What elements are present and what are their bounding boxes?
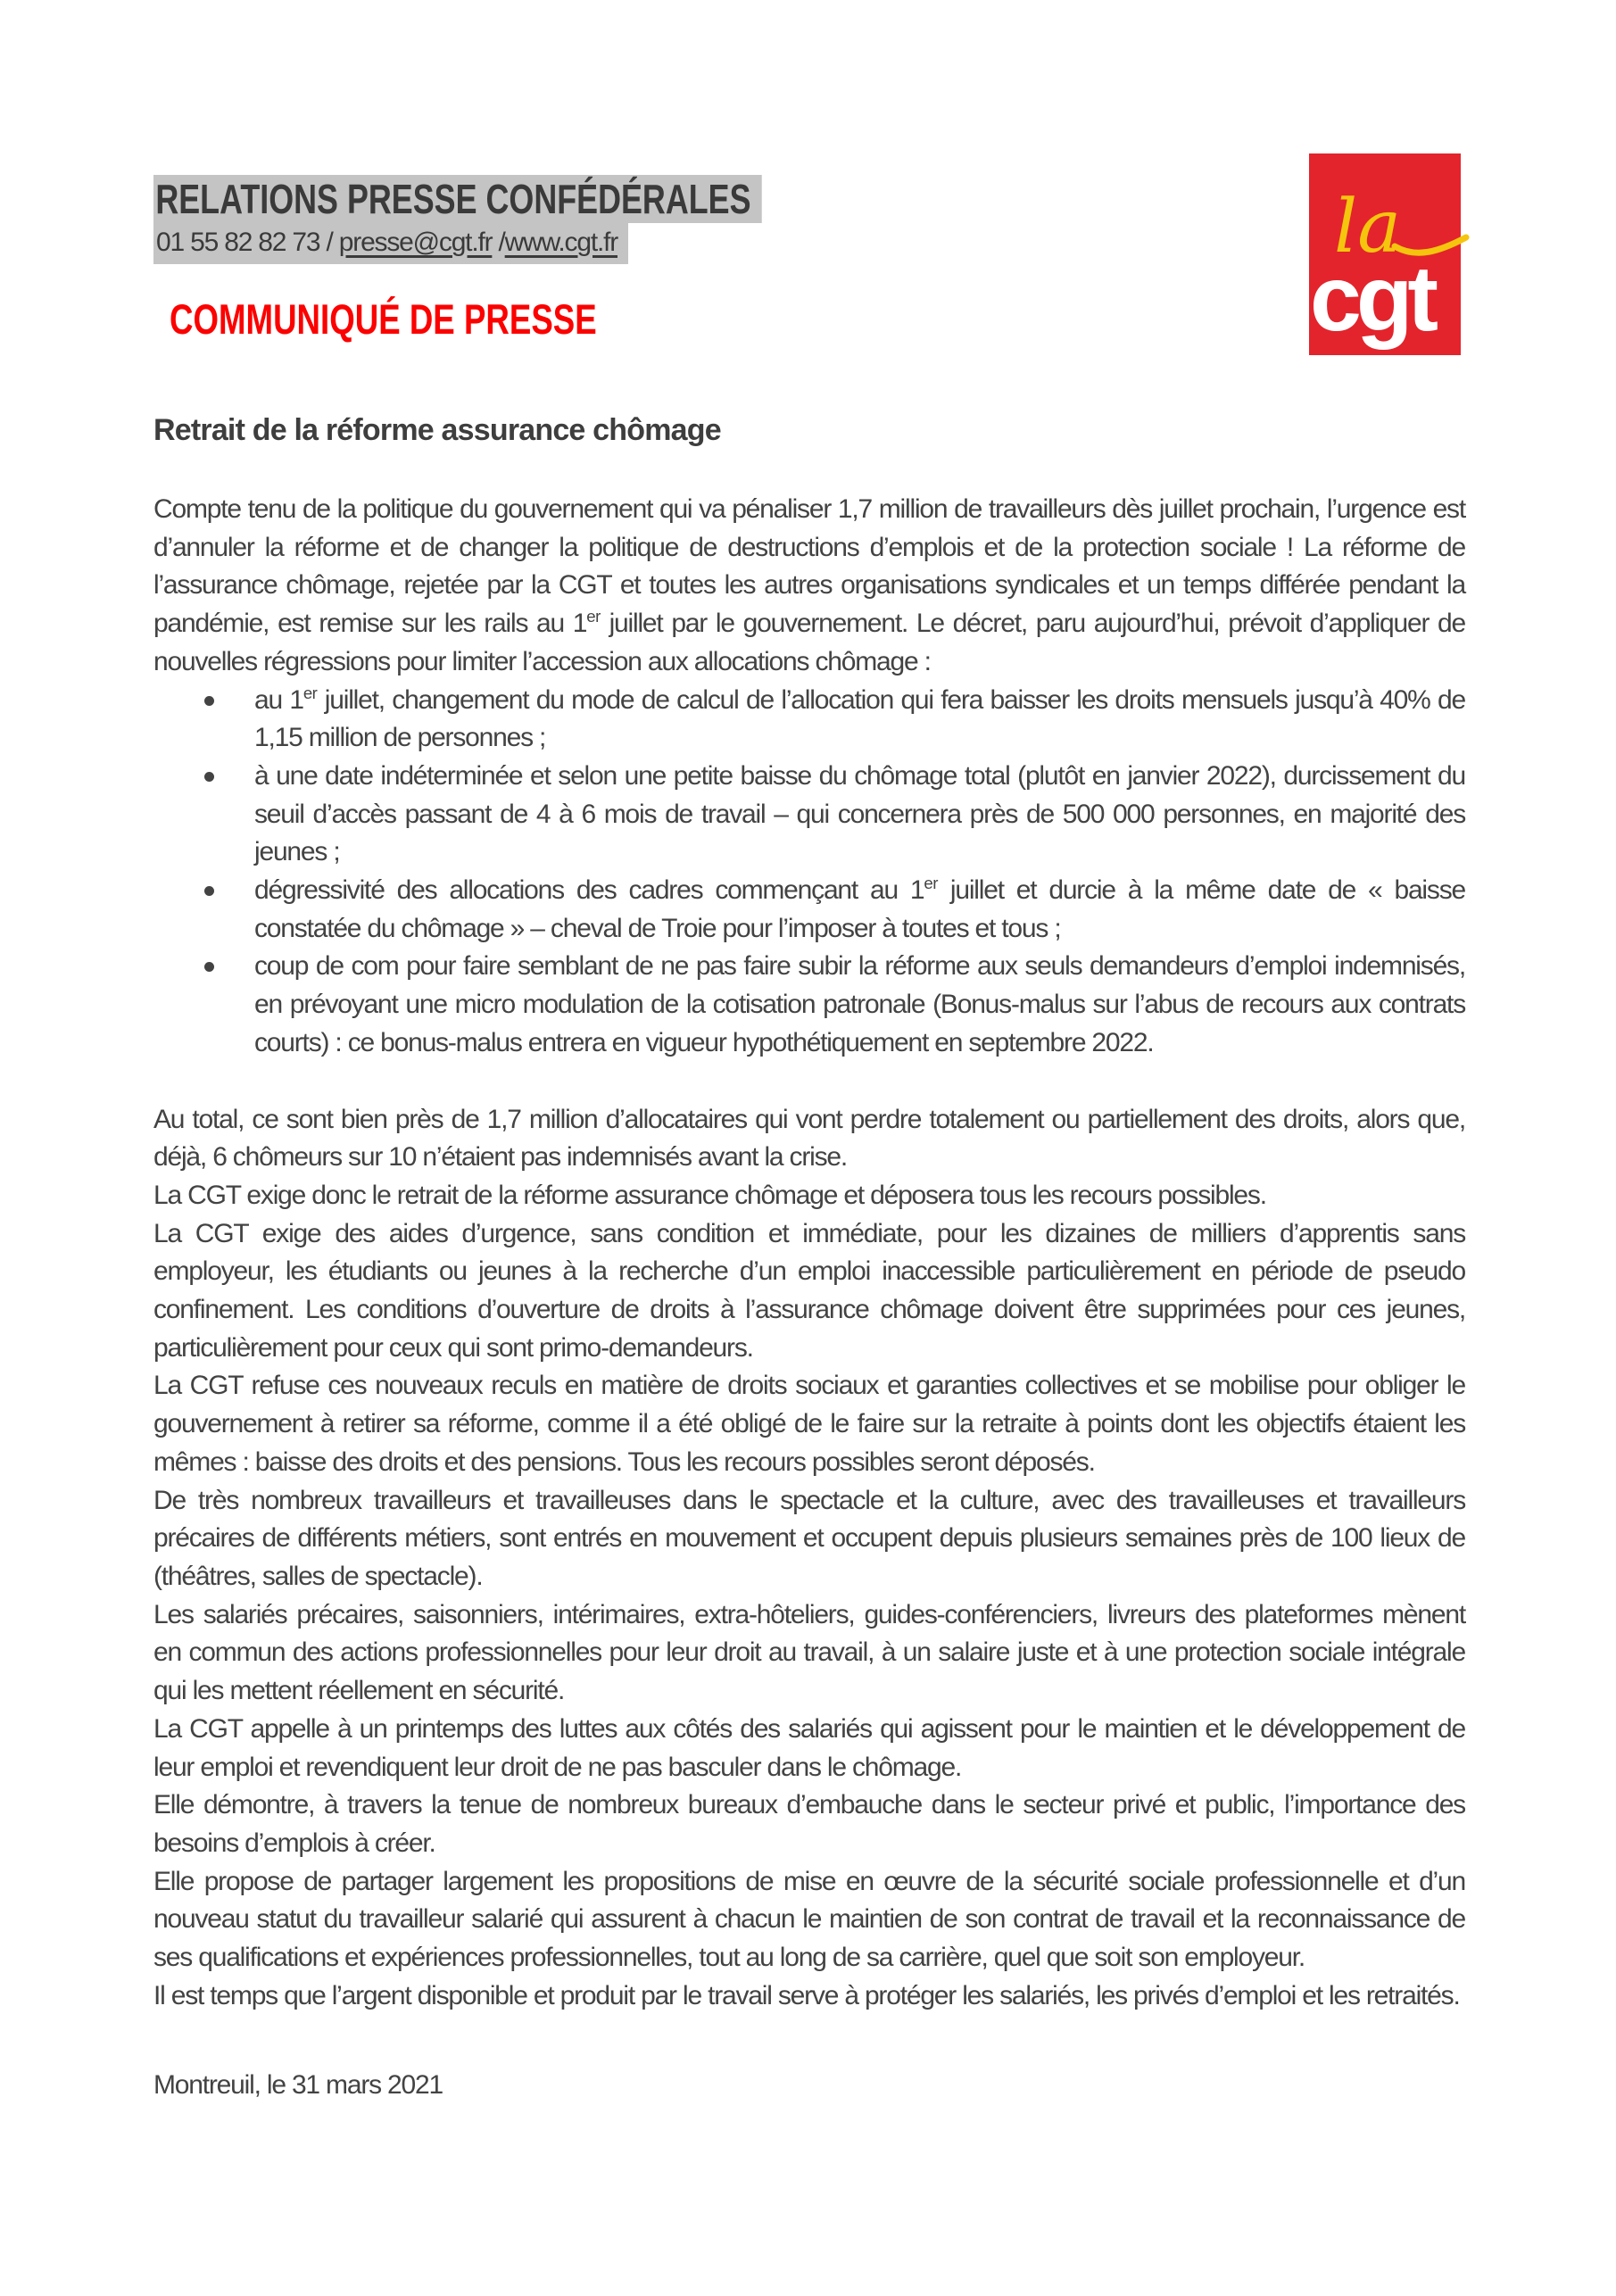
text-run: Il est temps que l’argent disponible et produit par le travail serve à protéger les salariés, les privés d’emploi et les retraités. (153, 1980, 1460, 2010)
text-run: La CGT exige donc le retrait de la réforme assurance chômage et déposera tous les recours possibles. (153, 1180, 1266, 1210)
body-paragraph (153, 1863, 1465, 1977)
bullet-item (254, 682, 1465, 758)
text-run: De très nombreux travailleurs et travailleuses dans le spectacle et la culture, avec des travailleuses et travailleurs précaires de différents métiers, sont entrés en mouvement et occupent depuis plusieurs semaines près de 100 lieux de (théâtres, salles de spectacle). (153, 1485, 1465, 1591)
body-paragraph (153, 1101, 1465, 1177)
bullet-item (254, 758, 1465, 872)
phone-number: 01 55 82 82 73 / (156, 228, 339, 257)
contact-line (153, 223, 628, 264)
header-title-row (153, 175, 1465, 223)
body-paragraph (153, 1977, 1465, 2016)
superscript: er (302, 683, 318, 702)
body-paragraph (153, 1177, 1465, 1215)
text-run: à une date indéterminée et selon une petite baisse du chômage total (plutôt en janvier 2022), durcissement du seuil d’accès passant de 4 à 6 mois de travail – qui concernera près de 500 000 personnes, en majorité des jeunes ; (254, 760, 1465, 867)
text-run: Compte tenu de la politique du gouvernement qui va pénaliser 1,7 million de travailleurs dès juillet prochain, l’urgence est d’annuler la réforme et de changer la politique de destructions d’emplois et de la protection sociale ! La réforme de l’assurance chômage, rejetée par la CGT et toutes les autres organisations syndicales et un temps différée pendant la pandémie, est remise sur les rails au 1 (153, 494, 1465, 639)
kicker-label: COMMUNIQUÉ DE PRESSE (170, 295, 597, 343)
text-run: dégressivité des allocations des cadres commençant au 1 (254, 875, 924, 906)
body-paragraph (153, 1215, 1465, 1368)
text-run: La CGT appelle à un printemps des luttes aux côtés des salariés qui agissent pour le maintien et le développement de leur emploi et revendiquent leur droit de ne pas basculer dans le chômage. (153, 1713, 1465, 1782)
logo-cgt-text: cgt (1310, 247, 1433, 351)
cgt-logo-graphic (1309, 153, 1470, 357)
email-link[interactable]: presse@cgt.fr (338, 228, 493, 257)
logo-la-text: la (1334, 185, 1402, 269)
text-run: La CGT exige des aides d’urgence, sans condition et immédiate, pour les dizaines de milliers d’apprentis sans employeur, les étudiants ou jeunes à la recherche d’un emploi inaccessible particulièrement en période de pseudo confinement. Les conditions d’ouverture de droits à l’assurance chômage doivent être supprimées pour ces jeunes, particulièrement pour ceux qui sont primo-demandeurs. (153, 1218, 1465, 1363)
header-title: RELATIONS PRESSE CONFÉDÉRALES (153, 175, 762, 223)
header-contact-row (153, 223, 1465, 264)
text-run: juillet par le gouvernement. Le décret, paru aujourd’hui, prévoit d’appliquer de nouvelles régressions pour limiter l’accession aux allocations chômage : (153, 609, 1465, 676)
body-paragraph (153, 1367, 1465, 1481)
cgt-logo (1309, 153, 1470, 357)
body-paragraph (153, 1786, 1465, 1862)
bullet-item (254, 948, 1465, 1062)
superscript: er (586, 607, 601, 626)
text-run: juillet et durcie à la même date de « baisse constatée du chômage » – cheval de Troie pour l’imposer à toutes et tous ; (254, 875, 1465, 943)
text-run: La CGT refuse ces nouveaux reculs en matière de droits sociaux et garanties collectives et se mobilise pour obliger le gouvernement à retirer sa réforme, comme il a été obligé de le faire sur la retraite à points dont les objectifs étaient les mêmes : baisse des droits et des pensions. Tous les recours possibles seront déposés. (153, 1371, 1465, 1477)
text-run: Les salariés précaires, saisonniers, intérimaires, extra-hôteliers, guides-conférenciers, livreurs des plateformes mènent en commun des actions professionnelles pour leur droit au travail, à un salaire juste et à une protection sociale intégrale qui les mettent réellement en sécurité. (153, 1599, 1465, 1706)
text-run: Elle propose de partager largement les propositions de mise en œuvre de la sécurité sociale professionnelle et d’un nouveau statut du travailleur salarié qui assurent à chacun le maintien de son contrat de travail et la reconnaissance de ses qualifications et expériences professionnelles, tout au long de sa carrière, quel que soit son employeur. (153, 1866, 1465, 1973)
bullet-item (254, 872, 1465, 948)
text-run: juillet, changement du mode de calcul de l’allocation qui fera baisser les droits mensuels jusqu’à 40% de 1,15 million de personnes ; (254, 684, 1465, 753)
website-link[interactable]: www.cgt.fr (504, 228, 618, 257)
body-paragraph (153, 1596, 1465, 1711)
text-run: Au total, ce sont bien près de 1,7 million d’allocataires qui vont perdre totalement ou partiellement des droits, alors que, déjà, 6 chômeurs sur 10 n’étaient pas indemnisés avant la crise. (153, 1104, 1465, 1173)
bullet-list (153, 682, 1465, 1063)
press-contact-header (153, 175, 1465, 264)
text-run: au 1 (254, 684, 303, 715)
body-paragraph (153, 491, 1465, 682)
body-paragraph (153, 1482, 1465, 1596)
text-run: Elle démontre, à travers la tenue de nombreux bureaux d’embauche dans le secteur privé et public, l’importance des besoins d’emplois à créer. (153, 1790, 1465, 1858)
dateline: Montreuil, le 31 mars 2021 (153, 2070, 443, 2101)
text-run: coup de com pour faire semblant de ne pas faire subir la réforme aux seuls demandeurs d’emploi indemnisés, en prévoyant une micro modulation de la cotisation patronale (Bonus-malus sur l’abus de recours aux contrats courts) : ce bonus-malus entrera en vigueur hypothétiquement en septembre 2022. (254, 951, 1465, 1057)
page-content (0, 175, 1616, 2101)
page-title: Retrait de la réforme assurance chômage (153, 413, 721, 447)
contact-separator: / (492, 228, 505, 257)
superscript: er (924, 874, 938, 893)
kicker (170, 294, 1465, 346)
body-paragraph (153, 1711, 1465, 1786)
body-text (153, 491, 1465, 2015)
